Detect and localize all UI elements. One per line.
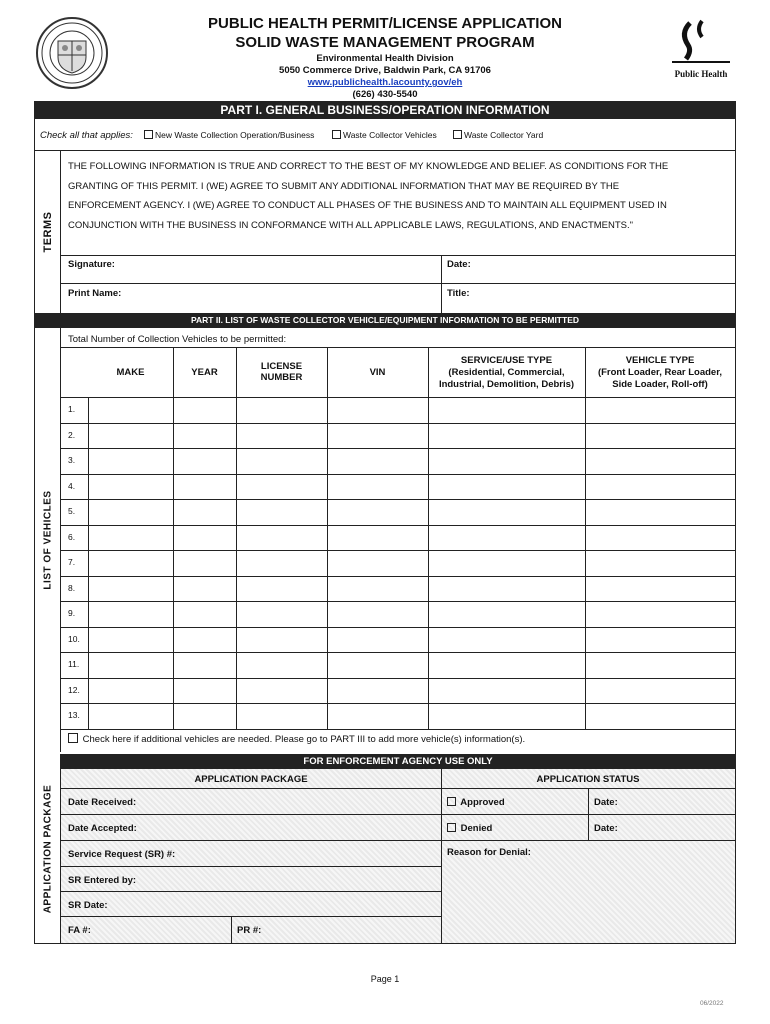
col-year: YEAR	[191, 367, 218, 378]
table-row[interactable]	[61, 576, 735, 602]
date-label: Date:	[447, 259, 471, 270]
table-row[interactable]	[61, 703, 735, 729]
public-health-logo-icon	[668, 17, 734, 67]
date-accepted-label: Date Accepted:	[68, 823, 137, 834]
website-link[interactable]: www.publichealth.lacounty.gov/eh	[307, 77, 463, 88]
check-prompt: Check all that applies:	[40, 130, 133, 141]
row-number: 3.	[68, 455, 76, 465]
address: 5050 Commerce Drive, Baldwin Park, CA 91706	[279, 65, 491, 76]
date-received-label: Date Received:	[68, 797, 137, 808]
part1-title: PART I. GENERAL BUSINESS/OPERATION INFORMATION	[35, 102, 735, 119]
col-license: LICENSE NUMBER	[260, 361, 303, 383]
row-number: 1.	[68, 404, 76, 414]
approved-checkbox[interactable]	[447, 797, 456, 806]
table-row[interactable]	[61, 652, 735, 678]
county-seal-icon	[38, 19, 106, 87]
checkbox[interactable]	[332, 130, 341, 139]
fa-label: FA #:	[68, 925, 91, 936]
terms-sidebar: TERMS	[35, 151, 61, 313]
checkbox[interactable]	[453, 130, 462, 139]
reason-label: Reason for Denial:	[447, 847, 531, 858]
table-row[interactable]	[61, 499, 735, 525]
row-number: 5.	[68, 506, 76, 516]
row-number: 9.	[68, 608, 76, 618]
row-number: 11.	[68, 659, 80, 669]
table-row[interactable]	[61, 474, 735, 500]
table-row[interactable]	[61, 525, 735, 551]
form-title: PUBLIC HEALTH PERMIT/LICENSE APPLICATION	[208, 15, 562, 32]
col-vehicle-type: VEHICLE TYPE (Front Loader, Rear Loader, Side Loader, Roll-off)	[597, 355, 723, 390]
revision-date: 06/2022	[700, 1000, 724, 1007]
approved-date-label: Date:	[594, 797, 618, 808]
pr-label: PR #:	[237, 925, 262, 936]
sr-entered-label: SR Entered by:	[68, 875, 137, 886]
total-vehicles-label: Total Number of Collection Vehicles to be permitted:	[68, 334, 287, 345]
page-number: Page 1	[370, 974, 400, 984]
additional-vehicles[interactable]: Check here if additional vehicles are needed. Please go to PART III to add more vehicle(s) information(s).	[68, 733, 525, 745]
row-number: 8.	[68, 582, 76, 593]
print-name-label: Print Name:	[68, 288, 122, 299]
row-number: 13.	[68, 710, 80, 720]
denied-date-label: Date:	[594, 823, 618, 834]
table-row[interactable]	[61, 627, 735, 653]
table-row[interactable]	[61, 397, 735, 423]
option-vehicles[interactable]: Waste Collector Vehicles	[332, 130, 437, 140]
program-title: SOLID WASTE MANAGEMENT PROGRAM	[235, 34, 535, 51]
package-header: APPLICATION PACKAGE	[194, 774, 308, 785]
denied-checkbox[interactable]	[447, 823, 456, 832]
table-row[interactable]	[61, 550, 735, 576]
option-yard[interactable]: Waste Collector Yard	[453, 130, 543, 140]
vehicle-table	[61, 347, 735, 725]
col-service-type: SERVICE/USE TYPE (Residential, Commercial, Industrial, Demolition, Debris)	[438, 355, 575, 390]
row-number: 4.	[68, 480, 76, 491]
col-make: MAKE	[116, 367, 145, 378]
approved-option[interactable]: Approved	[447, 797, 505, 808]
application-sidebar: APPLICATION PACKAGE	[35, 754, 61, 943]
logo-text: Public Health	[674, 69, 728, 79]
table-row[interactable]	[61, 601, 735, 627]
public-health-logo	[668, 17, 734, 85]
phone: (626) 430-5540	[352, 89, 418, 100]
option-new-operation[interactable]: New Waste Collection Operation/Business	[144, 130, 314, 140]
col-vin: VIN	[369, 367, 386, 378]
row-number: 2.	[68, 429, 76, 440]
table-row[interactable]	[61, 678, 735, 704]
terms-text: THE FOLLOWING INFORMATION IS TRUE AND CORRECT TO THE BEST OF MY KNOWLEDGE AND BELIEF. AS CONDITIONS FOR THE GRANTING OF THIS PERMIT. I (WE) AGREE TO SUBMIT ANY ADDITIONAL INFORMATION THAT MAY BE REQUIRED BY THE ENFORCEMENT AGENCY. I (WE) AGREE TO CONDUCT ALL PHASES OF THE BUSINESS AND TO MAINTAIN ALL EQUIPMENT USED IN CONJUNCTION WITH THE BUSINESS IN CONFORMANCE WITH ALL APPLICABLE LAWS, REGULATIONS, AND ENACTMENTS."	[68, 161, 669, 231]
status-header: APPLICATION STATUS	[536, 774, 640, 785]
additional-vehicles-checkbox[interactable]	[68, 733, 78, 743]
row-number: 10.	[68, 633, 80, 644]
row-number: 6.	[68, 531, 76, 542]
signature-label: Signature:	[68, 259, 115, 270]
checkbox[interactable]	[144, 130, 153, 139]
table-row[interactable]	[61, 423, 735, 449]
title-label: Title:	[447, 288, 470, 299]
table-row[interactable]	[61, 448, 735, 474]
row-number: 7.	[68, 557, 76, 567]
county-seal	[36, 17, 108, 89]
agency-title: FOR ENFORCEMENT AGENCY USE ONLY	[61, 754, 735, 769]
vehicles-sidebar: LIST OF VEHICLES	[35, 328, 61, 752]
sr-date-label: SR Date:	[68, 900, 108, 911]
division: Environmental Health Division	[316, 53, 454, 64]
signature-field[interactable]	[62, 270, 437, 283]
row-number: 12.	[68, 684, 80, 695]
service-request-label: Service Request (SR) #:	[68, 849, 176, 860]
part2-title: PART II. LIST OF WASTE COLLECTOR VEHICLE/EQUIPMENT INFORMATION TO BE PERMITTED	[35, 313, 735, 328]
denied-option[interactable]: Denied	[447, 823, 492, 834]
